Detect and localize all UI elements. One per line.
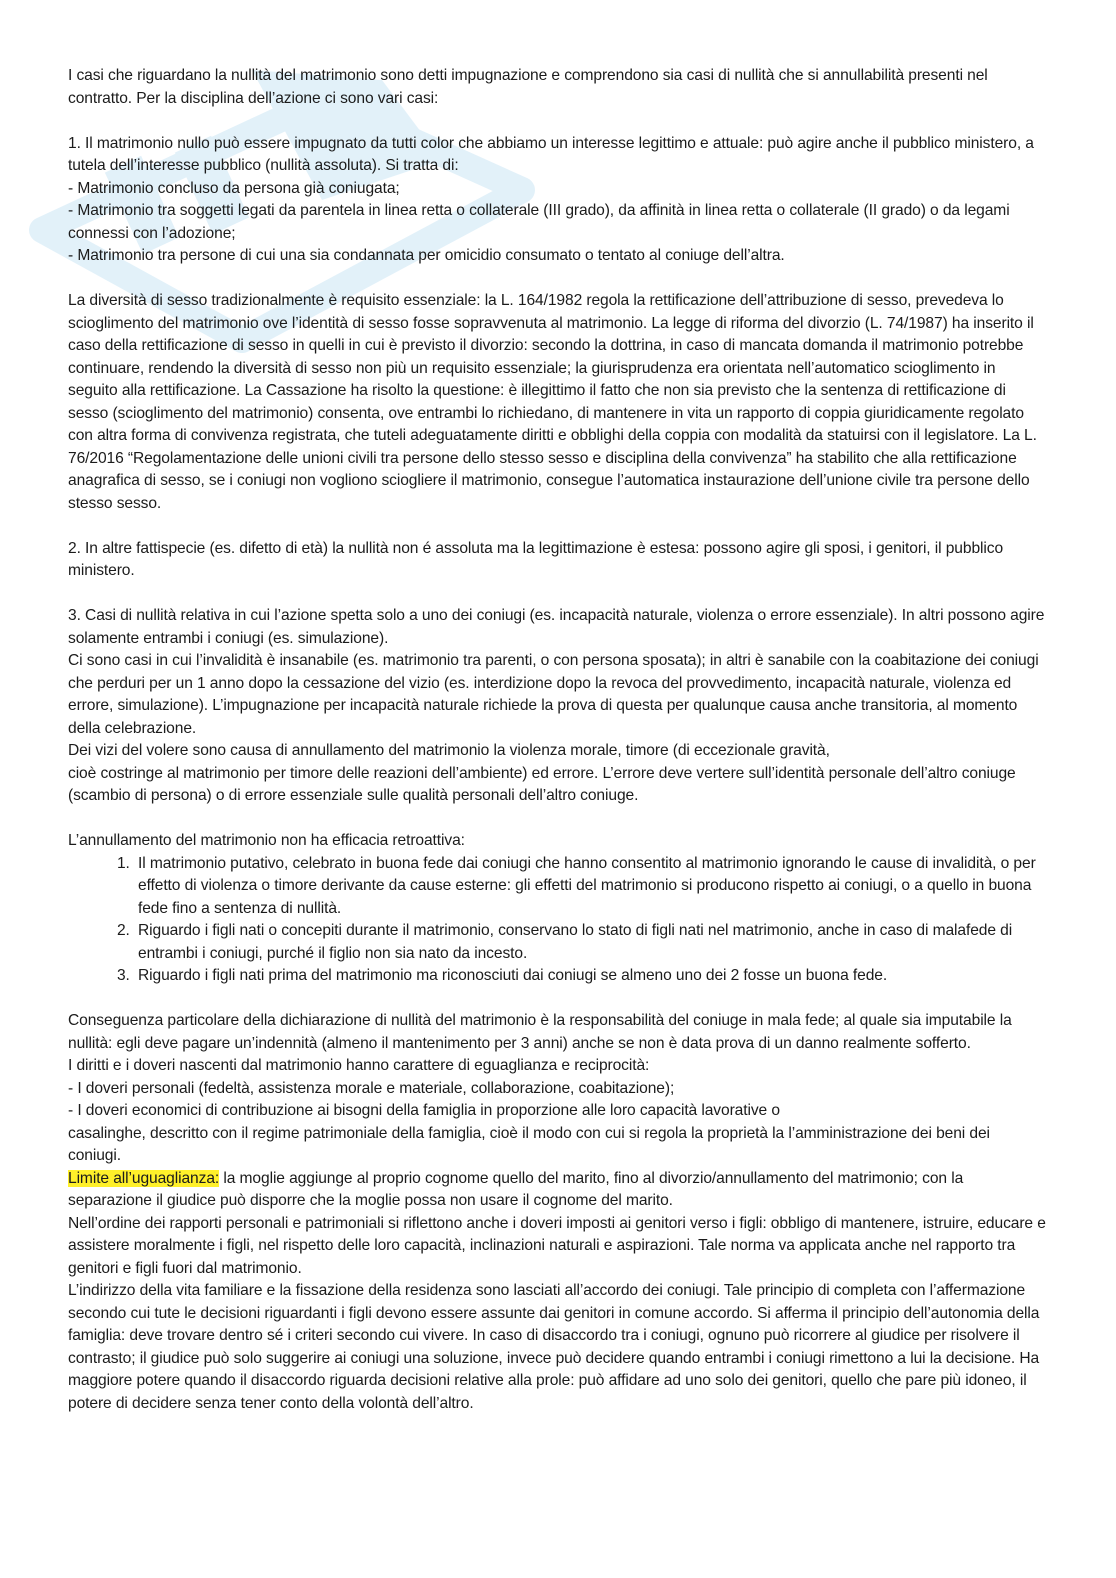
paragraph-case-1: 1. Il matrimonio nullo può essere impugnato da tutti color che abbiamo un interesse legittimo e attuale: può agire anche il pubblico ministero, a tutela dell’interesse pubblico (nullità assoluta). Si tratta di: xyxy=(68,134,1034,174)
document-body xyxy=(68,65,1046,1415)
list-item-line1: - I doveri economici di contribuzione ai bisogni della famiglia in proporzione alle loro capacità lavorative o xyxy=(68,1102,780,1119)
paragraph-invalidity: Ci sono casi in cui l’invalidità è insanabile (es. matrimonio tra parenti, o con persona sposata); in altri è sanabile con la coabitazione dei coniugi che perduri per un 1 anno dopo la cessazione del vizio (es. interdizione dopo la revoca del provvedimento, incapacità naturale, violenza ed errore, simulazione). L’impugnazione per incapacità naturale richiede la prova di questa per qualunque causa anche transitoria, al momento della celebrazione. xyxy=(68,652,1039,737)
list-item-rest: casalinghe, descritto con il regime patrimoniale della famiglia, cioè il modo con cui si regola la proprietà la l’amministrazione dei beni dei coniugi. xyxy=(68,1124,990,1164)
paragraph-consequence: Conseguenza particolare della dichiarazione di nullità del matrimonio è la responsabilità del coniuge in mala fede; al quale sia imputabile la nullità: egli deve pagare un’indennità (almeno il mantenimento per 3 anni) anche se non è data prova di un danno realmente sofferto. xyxy=(68,1012,1012,1052)
list-item: 2. Riguardo i figli nati o concepiti durante il matrimonio, conservano lo stato di figli nati nel matrimonio, anche in caso di malafede di entrambi i coniugi, purché il figlio non sia nato da incesto. xyxy=(134,920,1046,965)
paragraph-vices-rest: cioè costringe al matrimonio per timore delle reazioni dell’ambiente) ed errore. L’errore deve vertere sull’identità personale dell’altro coniuge (scambio di persona) o di errore essenziale sulle qualità personali dell’altro coniuge. xyxy=(68,764,1016,804)
paragraph-equality-limit xyxy=(68,1168,1046,1213)
list-item: - I doveri personali (fedeltà, assistenza morale e materiale, collaborazione, coabitazione); xyxy=(68,1079,675,1097)
list-item: - Matrimonio tra persone di cui una sia condannata per omicidio consumato o tentato al coniuge dell’altra. xyxy=(68,247,785,264)
list-item: 1. Il matrimonio putativo, celebrato in buona fede dai coniugi che hanno consentito al matrimonio ignorando le cause di invalidità, o per effetto di violenza o timore derivante da cause esterne: gli effetti del matrimonio si producono rispetto ai coniugi, o a quello in buona fede fino a sentenza di nullità. xyxy=(134,853,1046,921)
highlighted-text: Limite all’uguaglianza: xyxy=(68,1169,220,1187)
list-item: - Matrimonio tra soggetti legati da parentela in linea retta o collaterale (III grado), da affinità in linea retta o collaterale (II grado) o da legami connessi con l’adozione; xyxy=(68,202,1010,242)
paragraph-intro: I casi che riguardano la nullità del matrimonio sono detti impugnazione e comprendono sia casi di nullità che si annullabilità presenti nel contratto. Per la disciplina dell’azione ci sono vari casi: xyxy=(68,67,988,107)
paragraph-sex-diversity: La diversità di sesso tradizionalmente è requisito essenziale: la L. 164/1982 regola la rettificazione dell’attribuzione di sesso, prevedeva lo scioglimento del matrimonio ove l’identità di sesso fosse sopravvenuta al matrimonio. La legge di riforma del divorzio (L. 74/1987) ha inserito il caso della rettificazione di sesso in quelli in cui è previsto il divorzio: secondo la dottrina, in caso di mancata domanda il matrimonio potrebbe continuare, rendendo la diversità di sesso non più un requisito essenziale; la giurisprudenza era orientata nell’automatico scioglimento in seguito alla rettificazione. La Cassazione ha risolto la questione: è illegittimo il fatto che non sia previsto che la sentenza di rettificazione di sesso (scioglimento del matrimonio) consenta, ove entrambi lo richiedano, di mantenere in vita un rapporto di coppia giuridicamente regolato con altra forma di convivenza registrata, che tuteli adeguatamente diritti e obblighi della coppia con modalità da statuirsi con il legislatore. La L. 76/2016 “Regolamentazione delle unioni civili tra persone dello stesso sesso e disciplina della convivenza” ha stabilito che alla rettificazione anagrafica di sesso, se i coniugi non vogliono sciogliere il matrimonio, consegue l’automatica instaurazione dell’unione civile tra persone dello stesso sesso. xyxy=(68,292,1037,512)
annulment-list xyxy=(68,853,1046,988)
paragraph-parents-duties: Nell’ordine dei rapporti personali e patrimoniali si riflettono anche i doveri imposti ai genitori verso i figli: obbligo di mantenere, istruire, educare e assistere moralmente i figli, nel rispetto delle loro capacità, inclinazioni naturali e aspirazioni. Tale norma va applicata anche nel rapporto tra genitori e figli fuori dal matrimonio. xyxy=(68,1214,1046,1277)
equality-limit-text: la moglie aggiunge al proprio cognome quello del marito, fino al divorzio/annullamento del matrimonio; con la separazione il giudice può disporre che la moglie possa non usare il cognome del marito. xyxy=(68,1169,964,1209)
paragraph-case-2: 2. In altre fattispecie (es. difetto di età) la nullità non é assoluta ma la legittimazione è estesa: possono agire gli sposi, i genitori, il pubblico ministero. xyxy=(68,539,1004,579)
list-item: 3. Riguardo i figli nati prima del matrimonio ma riconosciuti dai coniugi se almeno uno dei 2 fosse un buona fede. xyxy=(134,965,1046,988)
list-item: - Matrimonio concluso da persona già coniugata; xyxy=(68,179,400,197)
paragraph-annulment: L’annullamento del matrimonio non ha efficacia retroattiva: xyxy=(68,832,465,849)
paragraph-family-autonomy: L’indirizzo della vita familiare e la fissazione della residenza sono lasciati all’accordo dei coniugi. Tale principio di completa con l’affermazione secondo cui tute le decisioni riguardanti i figli devono essere assunte dai genitori in comune accordo. Si afferma il principio dell’autonomia della famiglia: deve trovare dentro sé i criteri secondo cui vivere. In caso di disaccordo tra i coniugi, ognuno può ricorrere al giudice per risolvere il contrasto; il giudice può solo suggerire ai coniugi una soluzione, invece può decidere quando entrambi i coniugi rimettono a lui la decisione. Ha maggiore potere quando il disaccordo riguarda decisioni relative alla prole: può affidare ad uno solo dei genitori, quello che pare più idoneo, il potere di decidere senza tener conto della volontà dell’altro. xyxy=(68,1282,1040,1412)
paragraph-vices-line1: Dei vizi del volere sono causa di annullamento del matrimonio la violenza morale, timore (di eccezionale gravità, xyxy=(68,742,830,759)
paragraph-rights-duties: I diritti e i doveri nascenti dal matrimonio hanno carattere di eguaglianza e reciprocità: xyxy=(68,1057,650,1074)
paragraph-case-3: 3. Casi di nullità relativa in cui l’azione spetta solo a uno dei coniugi (es. incapacità naturale, violenza o errore essenziale). In altri possono agire solamente entrambi i coniugi (es. simulazione). xyxy=(68,607,1045,647)
